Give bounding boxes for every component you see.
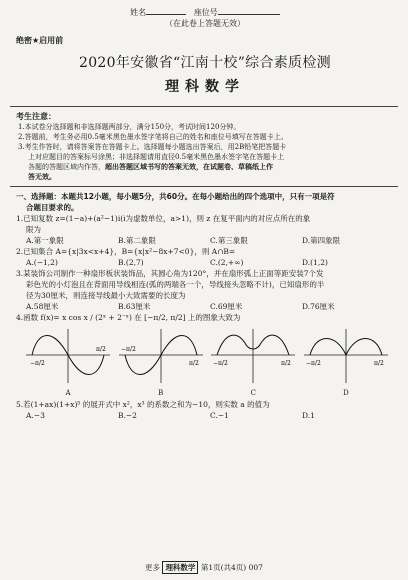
footer-subject-box: 理科数学 (162, 561, 198, 574)
question-3-options (16, 301, 394, 312)
question-1-options (16, 235, 394, 246)
svg-text:−π/2: −π/2 (30, 360, 45, 367)
svg-text:−π/2: −π/2 (213, 360, 229, 367)
note-item: 上对应题目的答案标号涂黑；非选择题请用直径0.5毫米黑色墨水签字笔在答题卡上 (28, 153, 285, 161)
question-2: 2.已知集合 A={x|3x<x+4}，B={x|x²−8x+7<0}，则 A∩B= (16, 247, 236, 256)
question-1: 1.已知复数 z=(1−a)+(a²−1)i(i为虚数单位，a>1)，则 z 在复平面内的对应点所在的象 限为 (16, 214, 311, 234)
svg-text:π/2: π/2 (281, 360, 292, 367)
section-1-heading: 一、选择题：本题共12小题，每小题5分，共60分。在每小题给出的四个选项中，只有一项是符 合题目要求的。 (16, 192, 335, 212)
note-item: 3.考生作答时，请将答案答在答题卡上。选择题每小题选出答案后，用2B铅笔把答题卡 (18, 143, 287, 151)
footer-end: 007 (248, 563, 263, 572)
svg-text:π/2: π/2 (188, 360, 199, 367)
question-3: 3.某装饰公司制作一种扇形板状装饰品，其圆心角为120°，并在扇形弧上正面等距安装7个发 彩色光的小灯泡且在背面用导线相连(弧的两端各一个，导线接头忽略不计)，已知扇形的半 径为30厘米，则连接导线最小大致需要的长度为 (16, 269, 325, 300)
svg-text:−π/2: −π/2 (305, 360, 321, 367)
name-field[interactable] (146, 6, 186, 15)
option-c: C.69厘米 (210, 302, 243, 311)
subject-title: 理科数学 (165, 79, 245, 95)
question-2-options (16, 257, 394, 268)
page-footer (0, 561, 408, 574)
option-a: A.第一象限 (26, 236, 64, 245)
header-note: （在此卷上答题无效） (165, 19, 245, 28)
notes-heading: 考生注意： (16, 112, 56, 121)
graph-a-label: A (65, 389, 71, 397)
note-item: 2.答题前，考生务必用0.5毫米黑色墨水签字笔将自己的姓名和座位号填写在答题卡上。 (18, 133, 288, 141)
graph-d-label: D (343, 389, 349, 397)
graph-b-plot (117, 325, 205, 387)
footer-left: 更多 (145, 563, 161, 572)
graph-c-plot (209, 325, 297, 387)
graph-a-plot (24, 325, 112, 387)
graph-a (24, 325, 112, 397)
option-b: B.第二象限 (118, 236, 156, 245)
question-4-graphs (16, 325, 394, 397)
notes-list (16, 122, 394, 182)
option-b: B.63厘米 (118, 302, 151, 311)
option-c: C.第三象限 (210, 236, 248, 245)
graph-d-plot (302, 325, 390, 387)
graph-c-label: C (250, 389, 256, 397)
exam-title: 2020年安徽省“江南十校”综合素质检测 (79, 55, 331, 71)
option-a: A.−3 (26, 411, 45, 420)
note-emphasis: 超出答题区域书写的答案无效，在试题卷、草稿纸上作 (105, 163, 273, 171)
option-b: B.(2,7) (118, 258, 144, 267)
footer-page: 第1页(共4页) (200, 563, 247, 572)
graph-b (117, 325, 205, 397)
header (16, 6, 394, 29)
option-c: C.−1 (210, 411, 229, 420)
graph-b-label: B (158, 389, 164, 397)
option-d: D.76厘米 (302, 302, 335, 311)
question-5: 5.若(1+ax)(1+x)⁵ 的展开式中 x²，x³ 的系数之和为−10，则实数 a 的值为 (16, 400, 270, 409)
note-item: 答无效。 (28, 173, 56, 181)
divider (10, 106, 398, 107)
secret-mark: 绝密★启用前 (16, 36, 64, 45)
note-item: 1.本试卷分选择题和非选择题两部分，满分150分，考试时间120分钟。 (18, 123, 241, 131)
note-item: 各题的答题区域内作答，超出答题区域书写的答案无效，在试题卷、草稿纸上作 (28, 163, 273, 171)
question-5-options (16, 410, 394, 421)
question-4: 4.函数 f(x)= x cos x / (2ˣ + 2⁻ˣ) 在 [−π/2, π/2] 上的图象大致为 (16, 313, 241, 322)
seat-field[interactable] (218, 6, 280, 15)
option-c: C.(2,+∞) (210, 258, 244, 267)
option-a: A.58厘米 (26, 302, 59, 311)
option-d: D.(1,2) (302, 258, 328, 267)
svg-text:π/2: π/2 (96, 346, 106, 353)
svg-text:π/2: π/2 (373, 360, 384, 367)
graph-d (302, 325, 390, 397)
option-b: B.−2 (118, 411, 137, 420)
name-label: 姓名 (130, 8, 147, 17)
option-d: D.1 (302, 411, 315, 420)
divider (10, 186, 398, 187)
seat-label: 座位号 (193, 8, 218, 17)
option-d: D.第四象限 (302, 236, 341, 245)
option-a: A.(−1,2) (26, 258, 58, 267)
svg-text:−π/2: −π/2 (120, 346, 136, 353)
graph-c (209, 325, 297, 397)
